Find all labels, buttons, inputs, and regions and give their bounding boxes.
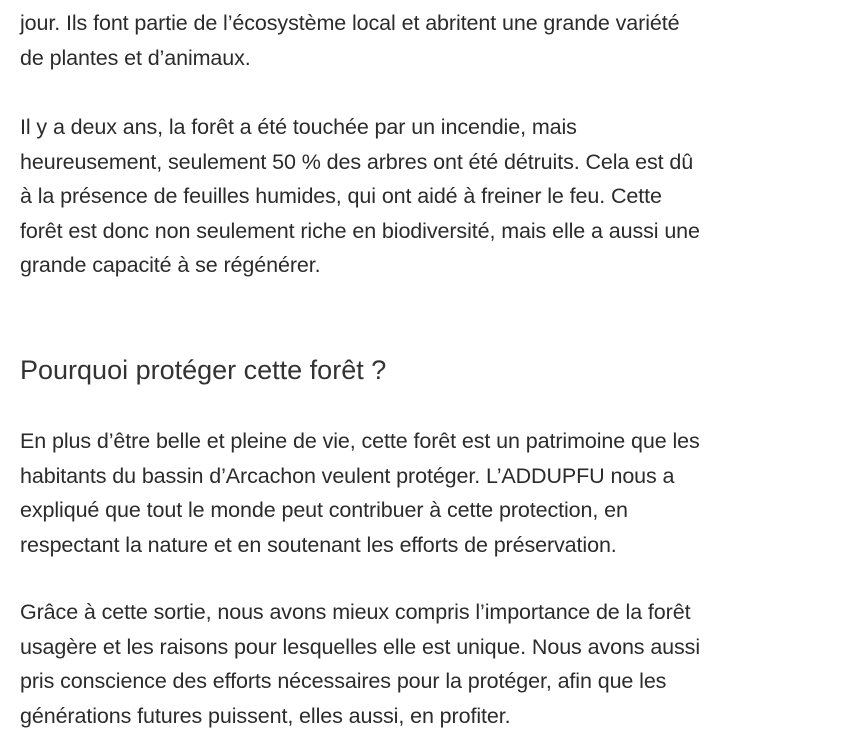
text-line: Grâce à cette sortie, nous avons mieux compris l’importance de la forêt <box>20 600 691 624</box>
text-line: pris conscience des efforts nécessaires pour la protéger, afin que les <box>20 669 667 693</box>
text-line: à la présence de feuilles humides, qui ont aidé à freiner le feu. Cette <box>20 184 662 208</box>
text-line: heureusement, seulement 50 % des arbres ont été détruits. Cela est dû <box>20 149 694 174</box>
paragraph-conclusion <box>20 595 860 733</box>
text-line: usagère et les raisons pour lesquelles elle est unique. Nous avons aussi <box>20 634 701 659</box>
text-line: respectant la nature et en soutenant les efforts de préservation. <box>20 532 617 557</box>
text-line: expliqué que tout le monde peut contribuer à cette protection, en <box>20 498 628 522</box>
text-line: En plus d’être belle et pleine de vie, cette forêt est un patrimoine que les <box>20 429 700 453</box>
paragraph-fire <box>20 110 860 283</box>
paragraph-heritage <box>20 424 860 562</box>
text-line: de plantes et d’animaux. <box>20 45 251 70</box>
text-line: jour. Ils font partie de l’écosystème local et abritent une grande variété <box>20 11 680 35</box>
text-line: forêt est donc non seulement riche en biodiversité, mais elle a aussi une <box>20 218 700 243</box>
text-line: habitants du bassin d’Arcachon veulent protéger. L’ADDUPFU nous a <box>20 463 675 488</box>
paragraph-ecosystem <box>20 6 860 75</box>
text-line: grande capacité à se régénérer. <box>20 253 321 277</box>
text-line: Il y a deux ans, la forêt a été touchée par un incendie, mais <box>20 115 577 139</box>
text-line: générations futures puissent, elles aussi, en profiter. <box>20 703 511 728</box>
section-heading: Pourquoi protéger cette forêt ? <box>20 355 387 385</box>
